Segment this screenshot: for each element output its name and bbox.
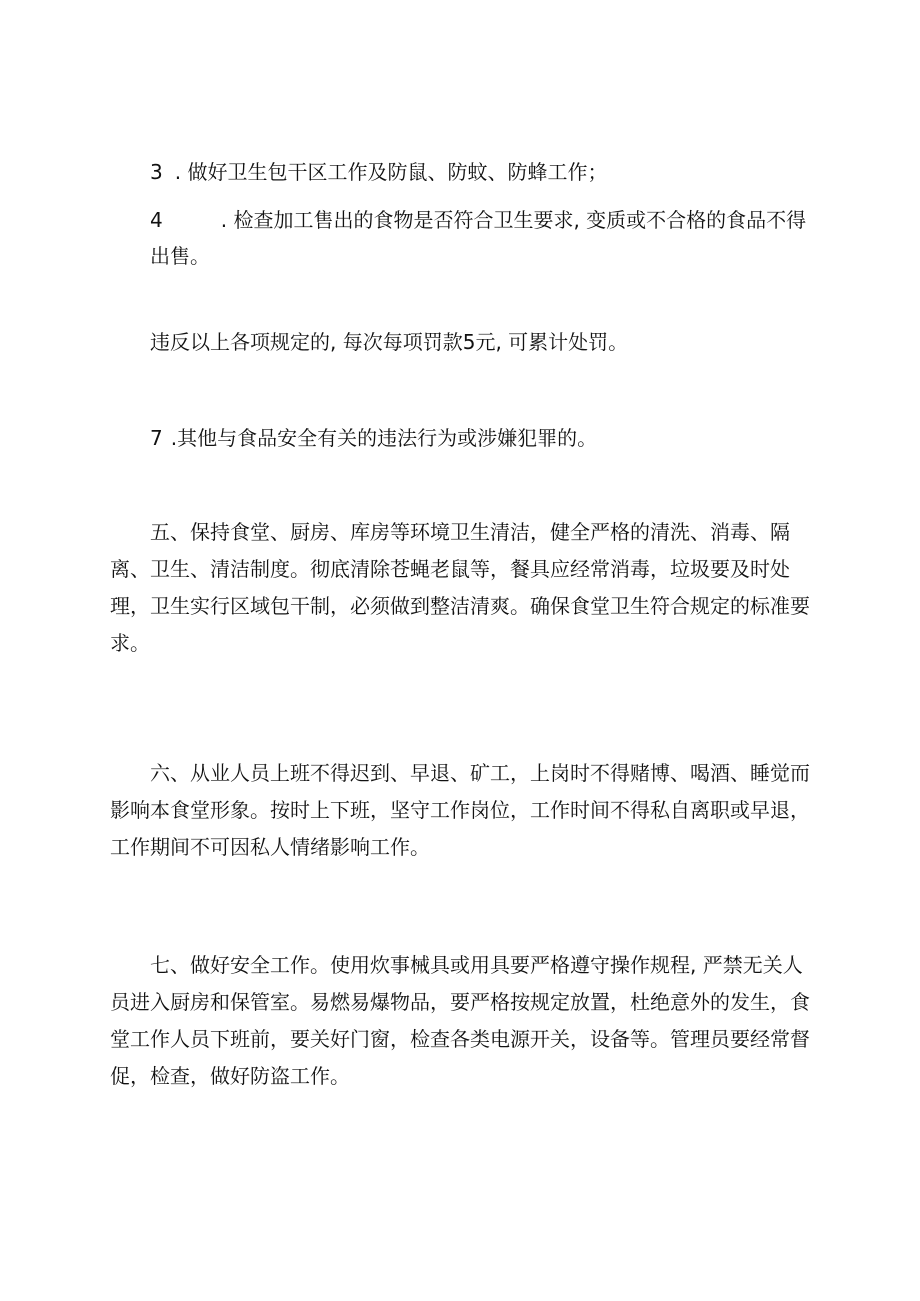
- section-six: 六、从业人员上班不得迟到、早退、矿工，上岗时不得赌博、喝酒、睡觉而影响本食堂形象。按时上下班，坚守工作岗位，工作时间不得私自离职或早退，工作期间不可因私人情绪影响工作。: [110, 761, 810, 859]
- item-number: 3: [150, 160, 163, 184]
- penalty-text: 违反以上各项规定的, 每次每项罚款5元, 可累计处罚。: [150, 330, 629, 354]
- section-five: 五、保持食堂、厨房、库房等环境卫生清洁，健全严格的清洗、消毒、隔离、卫生、清洁制度。彻底清除苍蝇老鼠等，餐具应经常消毒，垃圾要及时处理，卫生实行区域包干制，必须做到整洁清爽。确保食堂卫生符合规定的标准要求。: [110, 520, 810, 655]
- item-text: . 做好卫生包干区工作及防鼠、防蚊、防蜂工作；: [174, 160, 608, 184]
- item-number: 4: [150, 208, 163, 232]
- item-3: [150, 154, 810, 190]
- penalty-note: [150, 324, 810, 360]
- item-4: [150, 202, 810, 274]
- item-text: .其他与食品安全有关的违法行为或涉嫌犯罪的。: [170, 426, 598, 450]
- item-7: [150, 420, 810, 456]
- section-seven: 七、做好安全工作。使用炊事械具或用具要严格遵守操作规程, 严禁无关人员进入厨房和保管室。易燃易爆物品，要严格按规定放置，杜绝意外的发生，食堂工作人员下班前，要关好门窗，检查各类电源开关，设备等。管理员要经常督促，检查，做好防盗工作。: [110, 953, 810, 1088]
- item-number: 7: [150, 426, 163, 450]
- item-text: . 检查加工售出的食物是否符合卫生要求, 变质或不合格的食品不得出售。: [150, 208, 807, 268]
